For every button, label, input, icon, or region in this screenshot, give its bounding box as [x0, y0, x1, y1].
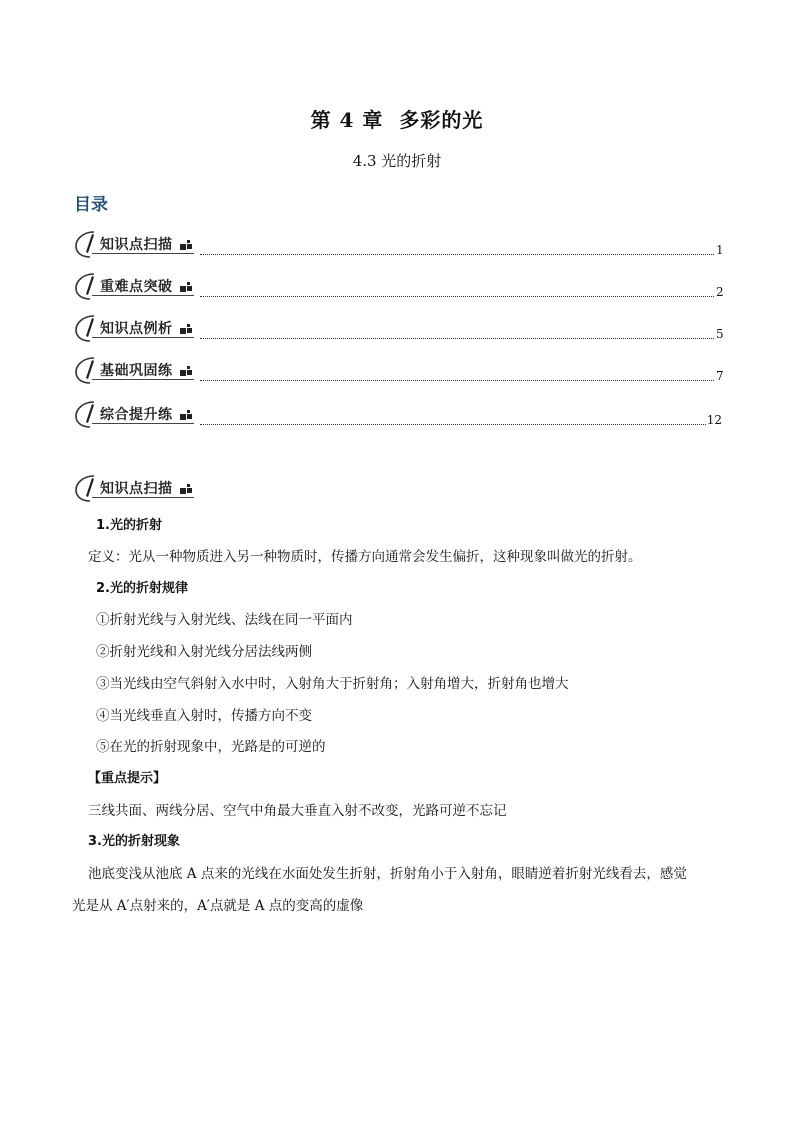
toc-badge — [72, 354, 196, 386]
toc-label: 知识点例析 — [100, 321, 173, 337]
pen-icon — [72, 228, 100, 260]
rule-4: ④当光线垂直入射时，传播方向不变 — [96, 708, 312, 724]
square-deco-icon — [180, 324, 192, 336]
toc-entry-basic-practice[interactable] — [72, 354, 722, 386]
toc-badge — [72, 270, 196, 302]
toc-page-number: 12 — [706, 413, 722, 427]
pen-icon — [72, 354, 100, 386]
section-header-knowledge-scan — [72, 472, 722, 504]
chapter-title — [0, 104, 794, 133]
pen-icon — [72, 398, 100, 430]
toc-badge — [72, 398, 196, 430]
square-deco-icon — [180, 240, 192, 252]
toc-label: 综合提升练 — [100, 407, 173, 423]
badge-underline — [92, 295, 194, 296]
rule-2: ②折射光线和入射光线分居法线两侧 — [96, 644, 312, 660]
toc-label: 基础巩固练 — [100, 363, 173, 379]
badge-underline — [92, 337, 194, 338]
badge-underline — [92, 379, 194, 380]
badge-underline — [92, 497, 194, 498]
toc-leader — [200, 338, 714, 339]
square-deco-icon — [180, 366, 192, 378]
toc-leader — [200, 296, 714, 297]
rule-5: ⑤在光的折射现象中，光路是的可逆的 — [96, 739, 326, 755]
pen-icon — [72, 270, 100, 302]
phenomenon-line-2: 光是从 A′点射来的，A′点就是 A 点的变高的虚像 — [72, 898, 364, 914]
toc-label: 知识点扫描 — [100, 237, 173, 253]
chapter-name: 多彩的光 — [399, 108, 484, 132]
toc-label: 重难点突破 — [100, 279, 173, 295]
chapter-number: 第 4 章 — [310, 108, 384, 132]
toc-heading: 目录 — [74, 195, 108, 215]
section-title: 4.3 光的折射 — [352, 152, 442, 170]
pen-icon — [72, 472, 100, 504]
badge-underline — [92, 253, 194, 254]
toc-entry-knowledge-scan[interactable] — [72, 228, 722, 260]
toc-badge — [72, 228, 196, 260]
toc-leader — [200, 424, 706, 425]
section-badge — [72, 472, 196, 504]
toc-entry-comprehensive-practice[interactable] — [72, 398, 722, 430]
toc-leader — [200, 254, 714, 255]
tip-heading: 【重点提示】 — [88, 771, 167, 786]
toc-leader — [200, 380, 714, 381]
pen-icon — [72, 312, 100, 344]
badge-underline — [92, 423, 194, 424]
square-deco-icon — [180, 484, 192, 496]
heading-refraction: 1.光的折射 — [96, 518, 162, 533]
toc-page-number: 2 — [716, 285, 724, 299]
heading-refraction-phenomena: 3.光的折射现象 — [88, 834, 180, 849]
section-badge-label: 知识点扫描 — [100, 481, 173, 497]
phenomenon-line-1: 池底变浅从池底 A 点来的光线在水面处发生折射，折射角小于入射角，眼睛逆着折射光线看去，感觉 — [88, 866, 687, 882]
toc-entry-examples[interactable] — [72, 312, 722, 344]
definition-text: 定义：光从一种物质进入另一种物质时，传播方向通常会发生偏折，这种现象叫做光的折射。 — [88, 549, 642, 565]
tip-text: 三线共面、两线分居、空气中角最大垂直入射不改变，光路可逆不忘记 — [88, 803, 507, 819]
toc-badge — [72, 312, 196, 344]
square-deco-icon — [180, 410, 192, 422]
heading-refraction-rules: 2.光的折射规律 — [96, 581, 188, 596]
toc-page-number: 1 — [716, 243, 724, 257]
rule-3: ③当光线由空气斜射入水中时，入射角大于折射角；入射角增大，折射角也增大 — [96, 676, 569, 692]
toc-entry-key-points[interactable] — [72, 270, 722, 302]
toc-page-number: 5 — [716, 327, 724, 341]
toc-page-number: 7 — [716, 369, 724, 383]
rule-1: ①折射光线与入射光线、法线在同一平面内 — [96, 612, 353, 628]
square-deco-icon — [180, 282, 192, 294]
